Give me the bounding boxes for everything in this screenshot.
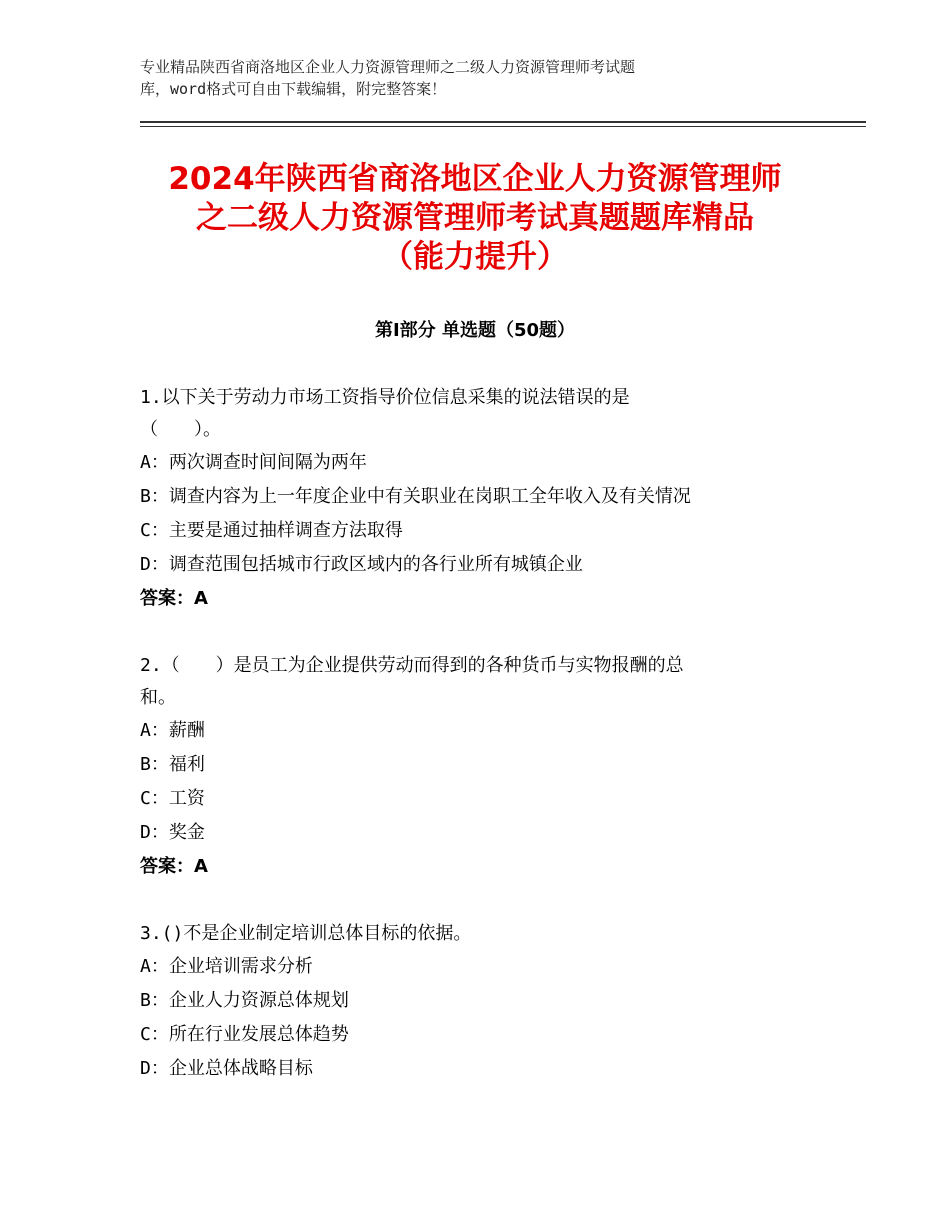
title-line-1: 2024年陕西省商洛地区企业人力资源管理师 (168, 161, 782, 197)
question-list (140, 382, 820, 1120)
option-c: C：主要是通过抽样调查方法取得 (140, 520, 403, 541)
option-d: D：调查范围包括城市行政区域内的各行业所有城镇企业 (140, 554, 583, 575)
answer: 答案：A (140, 588, 208, 609)
option-a: A：两次调查时间间隔为两年 (140, 452, 367, 473)
question-stem: 1.以下关于劳动力市场工资指导价位信息采集的说法错误的是 (140, 387, 630, 408)
option-c: C：所在行业发展总体趋势 (140, 1024, 349, 1045)
option-b: B：企业人力资源总体规划 (140, 990, 349, 1011)
option-c: C：工资 (140, 788, 205, 809)
section-heading: 第Ⅰ部分 单选题（50题） (374, 320, 575, 341)
question-stem: 2.（ ）是员工为企业提供劳动而得到的各种货币与实物报酬的总 (140, 655, 684, 676)
header-divider-thin (140, 126, 866, 127)
answer: 答案：A (140, 856, 208, 877)
question-1 (140, 382, 820, 616)
header-note-line-1: 专业精品陕西省商洛地区企业人力资源管理师之二级人力资源管理师考试题 (140, 58, 636, 76)
header-divider-thick (140, 121, 866, 123)
document-title (100, 160, 850, 277)
question-stem: 3.()不是企业制定培训总体目标的依据。 (140, 923, 472, 944)
question-3 (140, 918, 820, 1086)
option-d: D：奖金 (140, 822, 205, 843)
header-note-line-2: 库，word格式可自由下载编辑，附完整答案！ (140, 80, 447, 98)
question-2 (140, 650, 820, 884)
option-b: B：调查内容为上一年度企业中有关职业在岗职工全年收入及有关情况 (140, 486, 691, 507)
question-stem-continued: （ ）。 (140, 419, 221, 440)
option-d: D：企业总体战略目标 (140, 1058, 313, 1079)
header-note (140, 56, 780, 100)
question-stem-continued: 和。 (140, 687, 176, 708)
option-a: A：薪酬 (140, 720, 205, 741)
option-b: B：福利 (140, 754, 205, 775)
title-line-2: 之二级人力资源管理师考试真题题库精品 (196, 200, 754, 236)
option-a: A：企业培训需求分析 (140, 956, 313, 977)
title-line-3: （能力提升） (382, 239, 568, 275)
